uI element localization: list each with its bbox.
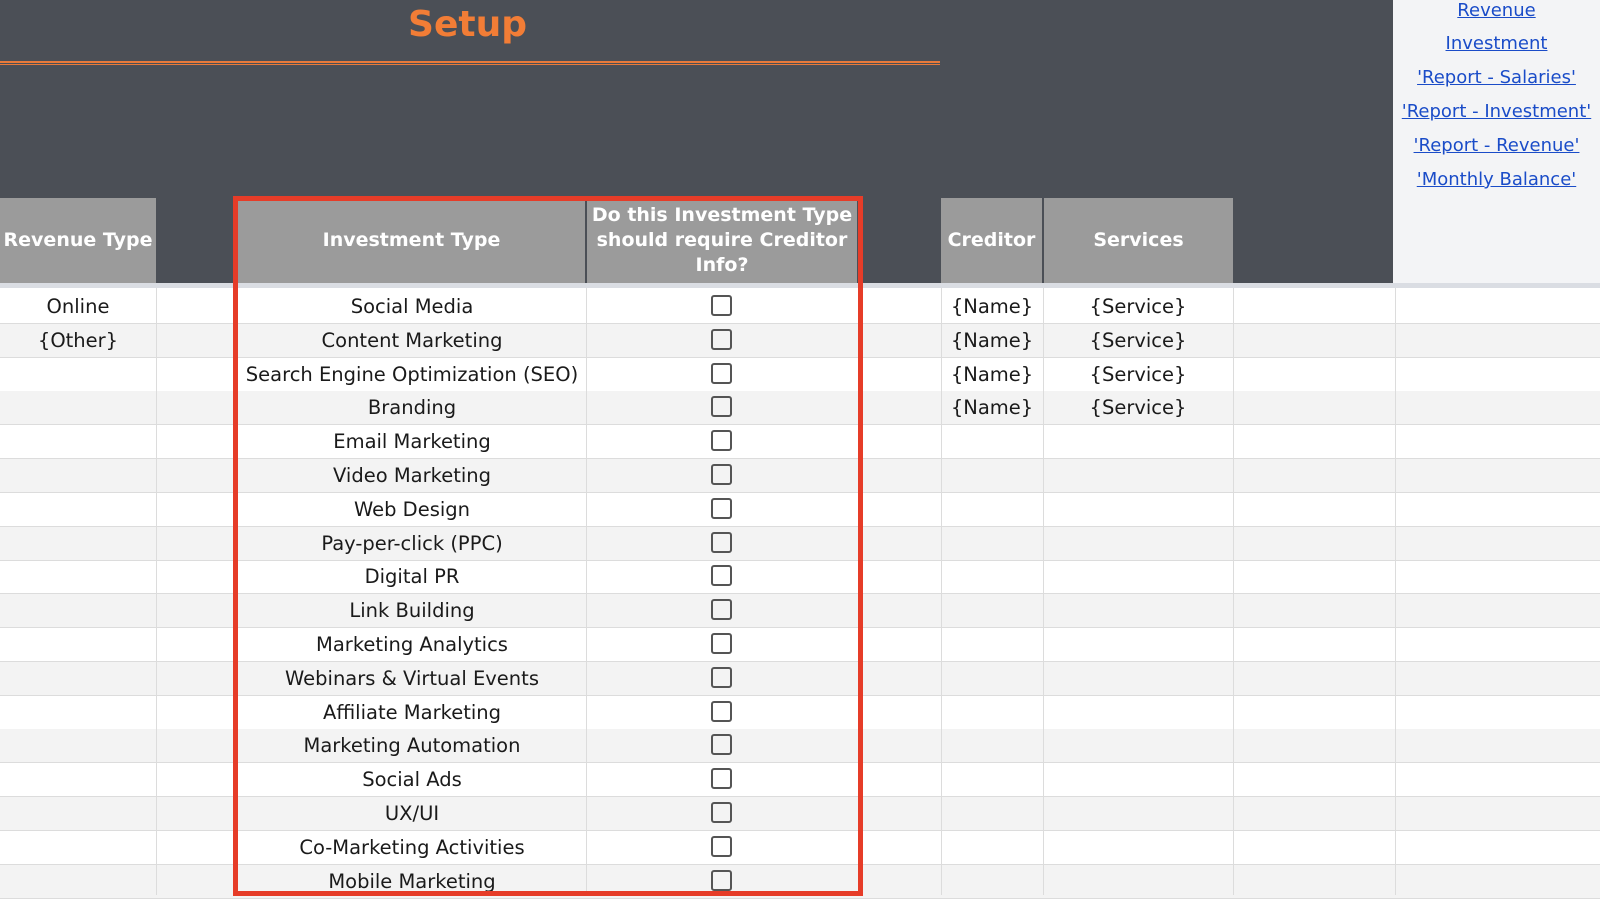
creditor-required-checkbox[interactable] (711, 396, 732, 417)
investment-type-cell[interactable]: Co-Marketing Activities (299, 835, 525, 859)
title-underline (0, 61, 940, 65)
nav-links-panel (1393, 0, 1600, 285)
grid-line (1233, 288, 1234, 895)
investment-type-cell[interactable]: Video Marketing (332, 464, 492, 487)
table-row (0, 560, 1600, 594)
creditor-required-checkbox[interactable] (711, 836, 732, 857)
table-row (0, 493, 1600, 527)
table-row (0, 662, 1600, 696)
grid-line (156, 288, 157, 895)
creditor-required-checkbox[interactable] (711, 295, 732, 316)
creditor-required-checkbox[interactable] (711, 532, 732, 553)
table-row (0, 324, 1600, 358)
creditor-required-checkbox[interactable] (711, 329, 732, 350)
creditor-name-cell[interactable]: {Name} (950, 295, 1034, 318)
investment-type-cell[interactable]: Branding (367, 396, 457, 420)
link-report-salaries[interactable]: 'Report - Salaries' (1417, 67, 1576, 88)
service-cell[interactable]: {Service} (1089, 362, 1187, 386)
table-row (0, 594, 1600, 628)
table-row (0, 290, 1600, 324)
creditor-required-checkbox[interactable] (711, 363, 732, 384)
revenue-type-cell[interactable]: Online (46, 295, 110, 318)
creditor-name-cell[interactable]: {Name} (950, 362, 1034, 386)
investment-type-cell[interactable]: Mobile Marketing (328, 869, 496, 893)
creditor-required-checkbox[interactable] (711, 565, 732, 586)
investment-type-cell[interactable]: Link Building (349, 599, 475, 623)
table-row (0, 425, 1600, 459)
table-row (0, 696, 1600, 730)
investment-type-cell[interactable]: Pay-per-click (PPC) (321, 531, 503, 555)
investment-type-cell[interactable]: Social Ads (362, 768, 462, 792)
investment-type-cell[interactable]: Email Marketing (333, 430, 491, 454)
grid-line (1395, 288, 1396, 895)
grid-line (586, 288, 587, 895)
header-separator (0, 283, 1600, 288)
investment-type-cell[interactable]: Search Engine Optimization (SEO) (245, 362, 579, 386)
investment-type-cell[interactable]: Webinars & Virtual Events (285, 666, 539, 690)
table-row (0, 527, 1600, 561)
table-row (0, 459, 1600, 493)
creditor-required-checkbox[interactable] (711, 734, 732, 755)
link-revenue[interactable]: Revenue (1457, 0, 1536, 21)
creditor-required-checkbox[interactable] (711, 464, 732, 485)
creditor-required-checkbox[interactable] (711, 633, 732, 654)
creditor-required-checkbox[interactable] (711, 768, 732, 789)
link-report-revenue[interactable]: 'Report - Revenue' (1413, 135, 1580, 156)
grid-line (1043, 288, 1044, 895)
table-row (0, 797, 1600, 831)
link-investment[interactable]: Investment (1445, 33, 1548, 54)
investment-type-cell[interactable]: Marketing Analytics (316, 633, 508, 656)
investment-type-cell[interactable]: Marketing Automation (303, 734, 521, 758)
link-report-investment[interactable]: 'Report - Investment' (1401, 101, 1592, 122)
link-monthly-balance[interactable]: 'Monthly Balance' (1416, 169, 1577, 190)
revenue-type-cell[interactable]: {Other} (37, 328, 119, 352)
investment-type-cell[interactable]: Affiliate Marketing (322, 700, 501, 724)
investment-type-header: Investment Type (238, 198, 585, 283)
table-row (0, 763, 1600, 797)
creditor-required-checkbox[interactable] (711, 667, 732, 688)
service-cell[interactable]: {Service} (1089, 328, 1187, 352)
services-header: Services (1044, 198, 1233, 283)
service-cell[interactable]: {Service} (1089, 396, 1187, 420)
creditor-header: Creditor (941, 198, 1042, 283)
creditor-required-checkbox[interactable] (711, 870, 732, 891)
investment-type-cell[interactable]: Content Marketing (321, 328, 503, 352)
table-row (0, 358, 1600, 392)
revenue-type-header: Revenue Type (0, 198, 156, 283)
creditor-required-header: Do this Investment Type should require Creditor Info? (587, 198, 857, 283)
investment-type-cell[interactable]: Social Media (350, 295, 474, 318)
investment-type-cell[interactable]: Digital PR (364, 565, 460, 589)
investment-type-cell[interactable]: Web Design (353, 497, 471, 521)
service-cell[interactable]: {Service} (1089, 295, 1187, 318)
table-row (0, 391, 1600, 425)
creditor-name-cell[interactable]: {Name} (950, 396, 1034, 420)
creditor-required-checkbox[interactable] (711, 802, 732, 823)
grid-line (941, 288, 942, 895)
creditor-required-checkbox[interactable] (711, 701, 732, 722)
table-row (0, 831, 1600, 865)
page-title: Setup (408, 4, 527, 45)
table-row (0, 865, 1600, 899)
table-row (0, 628, 1600, 662)
creditor-name-cell[interactable]: {Name} (950, 328, 1034, 352)
creditor-required-checkbox[interactable] (711, 430, 732, 451)
creditor-required-checkbox[interactable] (711, 599, 732, 620)
table-row (0, 729, 1600, 763)
investment-type-cell[interactable]: UX/UI (384, 802, 440, 825)
creditor-required-checkbox[interactable] (711, 498, 732, 519)
